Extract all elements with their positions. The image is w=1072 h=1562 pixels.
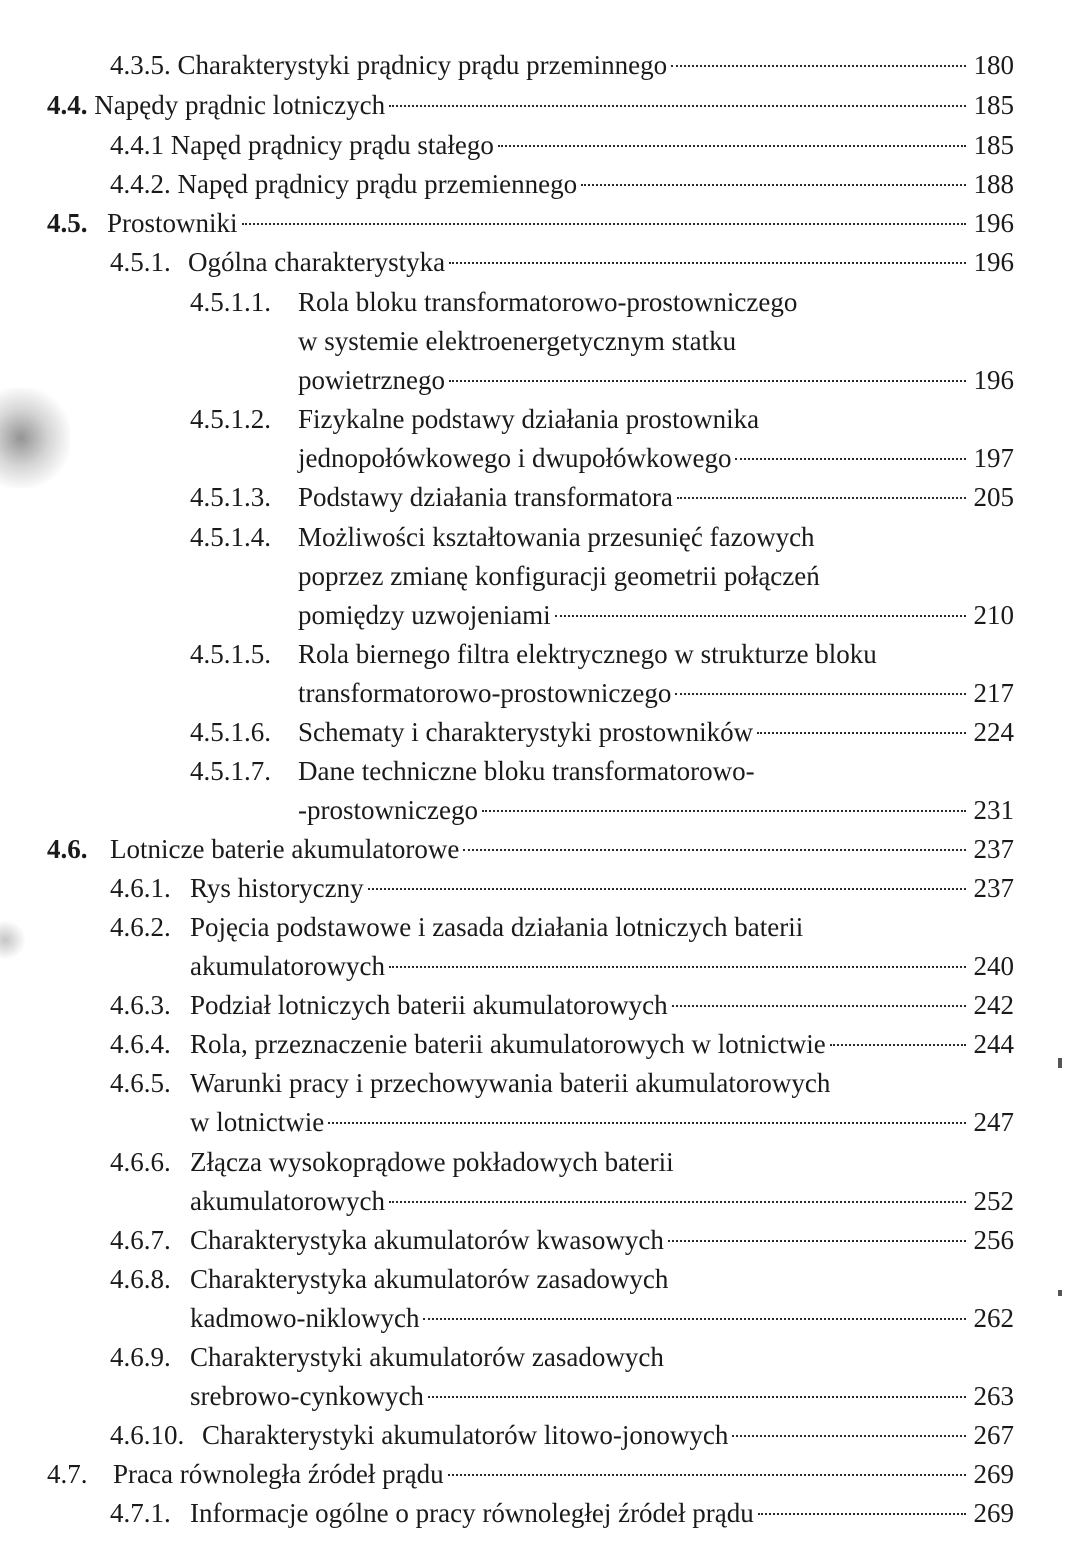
entry-title: Podział lotniczych baterii akumulatorowych: [190, 990, 668, 1020]
page-number: 242: [973, 990, 1014, 1020]
page-number: 269: [973, 1459, 1014, 1489]
entry-title: Charakterystyki akumulatorów litowo-jonowych: [202, 1420, 729, 1450]
page-number: 269: [973, 1498, 1014, 1528]
toc-entry: [190, 752, 1014, 790]
entry-title: Możliwości kształtowania przesunięć fazowych: [298, 522, 815, 552]
entry-title: Fizykalne podstawy działania prostownika: [298, 404, 760, 434]
toc-entry-continuation: [298, 322, 1014, 360]
entry-title: Złącza wysokoprądowe pokładowych baterii: [190, 1147, 674, 1177]
page-number: 252: [973, 1186, 1014, 1216]
dot-leader: [482, 810, 966, 812]
entry-title: w systemie elektroenergetycznym statku: [298, 326, 737, 356]
scan-smudge: [0, 388, 70, 488]
toc-entry: [47, 1455, 1014, 1493]
dot-leader: [675, 693, 966, 695]
entry-number: 4.6.10.: [110, 1420, 185, 1450]
entry-title: Informacje ogólne o pracy równoległej źródeł prądu: [190, 1498, 754, 1528]
dot-leader: [449, 262, 966, 264]
toc-entry: [110, 1494, 1014, 1532]
page-number: 267: [973, 1420, 1014, 1450]
entry-title: Charakterystyka akumulatorów zasadowych: [190, 1264, 669, 1294]
toc-entry: [110, 1143, 1014, 1181]
entry-number: 4.5.1.2.: [190, 404, 271, 434]
page-number: 185: [973, 130, 1014, 160]
scan-smudge: [0, 920, 26, 960]
entry-title: poprzez zmianę konfiguracji geometrii połączeń: [298, 561, 820, 591]
entry-title: Charakterystyki prądnicy prądu przeminnego: [177, 50, 668, 80]
dot-leader: [368, 888, 966, 890]
entry-title: Rola, przeznaczenie baterii akumulatorowych w lotnictwie: [190, 1029, 826, 1059]
entry-number: 4.7.1.: [110, 1498, 171, 1528]
entry-number: 4.5.1.6.: [190, 717, 271, 747]
entry-title: pomiędzy uzwojeniami: [298, 600, 551, 630]
toc-entry: [110, 165, 1014, 203]
entry-title: Napęd prądnicy prądu stałego: [170, 130, 494, 160]
entry-number: 4.6.7.: [110, 1225, 171, 1255]
dot-leader: [671, 65, 966, 67]
toc-entry: [47, 830, 1014, 868]
entry-title: Napęd prądnicy prądu przemiennego: [177, 169, 578, 199]
dot-leader: [758, 1513, 966, 1515]
page-number: 263: [973, 1381, 1014, 1411]
toc-entry-continuation: [298, 674, 1014, 712]
dot-leader: [757, 732, 966, 734]
entry-title: Schematy i charakterystyki prostowników: [298, 717, 754, 747]
dot-leader: [735, 458, 966, 460]
page-number: 196: [973, 247, 1014, 277]
page-number: 196: [973, 208, 1014, 238]
page-number: 217: [973, 678, 1014, 708]
toc-entry: [190, 713, 1014, 751]
page-number: 224: [973, 717, 1014, 747]
page-number: 244: [973, 1029, 1014, 1059]
toc-entry: [110, 908, 1014, 946]
entry-number: 4.4.2.: [110, 169, 171, 199]
toc-entry-continuation: [298, 439, 1014, 477]
page-number: 196: [973, 365, 1014, 395]
page-number: 185: [973, 90, 1014, 120]
page-number: 231: [973, 795, 1014, 825]
toc-entry-continuation: [298, 596, 1014, 634]
entry-number: 4.5.1.: [110, 247, 171, 277]
entry-title: powietrznego: [298, 365, 445, 395]
dot-leader: [389, 966, 966, 968]
entry-title: akumulatorowych: [190, 951, 385, 981]
entry-title: Rola biernego filtra elektrycznego w strukturze bloku: [298, 639, 877, 669]
entry-title: Prostowniki: [107, 208, 238, 238]
entry-number: 4.5.1.4.: [190, 522, 271, 552]
entry-title: Dane techniczne bloku transformatorowo-: [298, 756, 755, 786]
page-number: 180: [973, 50, 1014, 80]
entry-number: 4.6.8.: [110, 1264, 171, 1294]
toc-entry-continuation: [190, 947, 1014, 985]
toc-entry: [110, 1260, 1014, 1298]
toc-entry: [190, 635, 1014, 673]
toc-entry: [110, 1416, 1014, 1454]
page-number: 240: [973, 951, 1014, 981]
page-number: 210: [973, 600, 1014, 630]
entry-number: 4.5.1.7.: [190, 756, 271, 786]
entry-number: 4.4.: [47, 90, 88, 120]
entry-number: 4.4.1: [110, 130, 164, 160]
dot-leader: [830, 1044, 966, 1046]
entry-title: jednopołówkowego i dwupołówkowego: [298, 443, 732, 473]
toc-entry: [47, 204, 1014, 242]
dot-leader: [428, 1396, 966, 1398]
toc-entry-continuation: [298, 361, 1014, 399]
dot-leader: [677, 497, 966, 499]
entry-number: 4.6.4.: [110, 1029, 171, 1059]
entry-title: Lotnicze baterie akumulatorowe: [110, 834, 460, 864]
entry-number: 4.5.1.3.: [190, 482, 271, 512]
toc-entry-continuation: [190, 1299, 1014, 1337]
toc-entry: [110, 46, 1014, 84]
entry-title: Praca równoległa źródeł prądu: [113, 1459, 444, 1489]
entry-number: 4.5.: [47, 208, 88, 238]
entry-title: Rola bloku transformatorowo-prostowniczego: [298, 287, 798, 317]
entry-title: Napędy prądnic lotniczych: [94, 90, 386, 120]
entry-number: 4.6.5.: [110, 1068, 171, 1098]
entry-number: 4.6.2.: [110, 912, 171, 942]
toc-entry: [110, 1221, 1014, 1259]
entry-title: Rys historyczny: [190, 873, 364, 903]
dot-leader: [581, 184, 966, 186]
entry-title: Warunki pracy i przechowywania baterii akumulatorowych: [190, 1068, 831, 1098]
entry-title: -prostowniczego: [298, 795, 478, 825]
toc-entry: [110, 1338, 1014, 1376]
page-number: 262: [973, 1303, 1014, 1333]
dot-leader: [423, 1318, 966, 1320]
page-number: 205: [973, 482, 1014, 512]
entry-title: srebrowo-cynkowych: [190, 1381, 424, 1411]
entry-number: 4.3.5.: [110, 50, 171, 80]
toc-entry: [110, 243, 1014, 281]
dot-leader: [668, 1240, 966, 1242]
toc-entry-continuation: [190, 1103, 1014, 1141]
dot-leader: [672, 1005, 966, 1007]
entry-title: kadmowo-niklowych: [190, 1303, 420, 1333]
dot-leader: [448, 1474, 966, 1476]
toc-entry: [110, 869, 1014, 907]
entry-number: 4.6.: [47, 834, 88, 864]
entry-title: Charakterystyka akumulatorów kwasowych: [190, 1225, 664, 1255]
entry-number: 4.5.1.5.: [190, 639, 271, 669]
entry-title: w lotnictwie: [190, 1107, 325, 1137]
entry-title: Charakterystyki akumulatorów zasadowych: [190, 1342, 664, 1372]
page-number: 237: [973, 834, 1014, 864]
page-number: 197: [973, 443, 1014, 473]
dot-leader: [449, 380, 966, 382]
dot-leader: [732, 1435, 966, 1437]
toc-entry: [190, 478, 1014, 516]
page-number: 247: [973, 1107, 1014, 1137]
entry-number: 4.6.6.: [110, 1147, 171, 1177]
entry-title: Pojęcia podstawowe i zasada działania lotniczych baterii: [190, 912, 804, 942]
entry-title: akumulatorowych: [190, 1186, 385, 1216]
entry-number: 4.6.3.: [110, 990, 171, 1020]
toc-entry: [47, 86, 1014, 124]
toc-entry: [190, 518, 1014, 556]
dot-leader: [328, 1122, 966, 1124]
toc-entry: [110, 986, 1014, 1024]
dot-leader: [555, 615, 966, 617]
entry-title: Ogólna charakterystyka: [188, 247, 446, 277]
dot-leader: [242, 223, 966, 225]
dot-leader: [389, 105, 966, 107]
entry-title: Podstawy działania transformatora: [298, 482, 673, 512]
toc-entry-continuation: [190, 1182, 1014, 1220]
entry-number: 4.7.: [47, 1459, 88, 1489]
entry-number: 4.5.1.1.: [190, 287, 271, 317]
dot-leader: [389, 1201, 966, 1203]
dot-leader: [463, 849, 966, 851]
toc-entry-continuation: [298, 557, 1014, 595]
entry-number: 4.6.9.: [110, 1342, 171, 1372]
toc-entry: [110, 1025, 1014, 1063]
toc-entry-continuation: [190, 1377, 1014, 1415]
toc-entry: [110, 126, 1014, 164]
toc-entry: [190, 283, 1014, 321]
entry-title: transformatorowo-prostowniczego: [298, 678, 672, 708]
scan-mark: [1058, 1058, 1062, 1068]
scan-mark: [1058, 1290, 1062, 1296]
page-number: 256: [973, 1225, 1014, 1255]
dot-leader: [498, 145, 966, 147]
toc-entry: [110, 1064, 1014, 1102]
entry-number: 4.6.1.: [110, 873, 171, 903]
page-number: 237: [973, 873, 1014, 903]
toc-entry: [190, 400, 1014, 438]
page-number: 188: [973, 169, 1014, 199]
toc-entry-continuation: [298, 791, 1014, 829]
